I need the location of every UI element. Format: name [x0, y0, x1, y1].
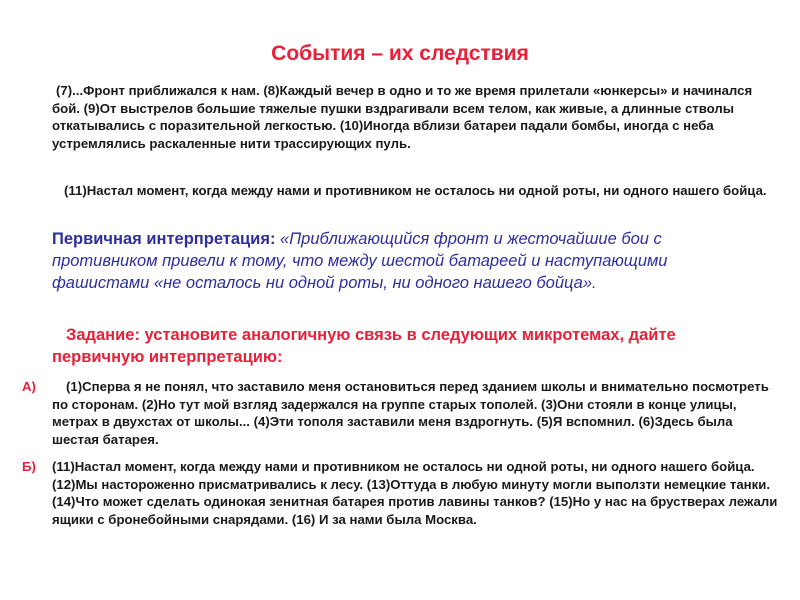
interpretation-text: «Приближающийся фронт и жесточайшие бои с противником привели к тому, что между шестой батареей и наступающими фашистами «не осталось ни одной роты, ни одного нашего бойца». — [52, 230, 668, 292]
primary-interpretation — [52, 228, 752, 294]
list-item-a — [22, 378, 782, 448]
slide-title: События – их следствия — [271, 42, 529, 65]
interpretation-label: Первичная интерпретация: — [52, 230, 276, 248]
item-marker: Б) — [22, 459, 36, 474]
task-instruction: Задание: установите аналогичную связь в следующих микротемах, дайте первичную интерпретацию: — [52, 326, 676, 366]
excerpt-paragraph-1: (7)...Фронт приближался к нам. (8)Каждый вечер в одно и то же время прилетали «юнкерсы» и начинался бой. (9)От выстрелов большие тяжелые пушки вздрагивали всем телом, как живые, а длинные стволы откатывались с поразительной легкостью. (10)Иногда вблизи батареи падали бомбы, иногда с неба устремлялись раскаленные нити трассирующих пуль. — [52, 83, 753, 151]
list-item-b — [22, 458, 782, 528]
item-marker: А) — [22, 379, 36, 394]
item-text: (1)Сперва я не понял, что заставило меня остановиться перед зданием школы и внимательно посмотреть по сторонам. (2)Но тут мой взгляд задержался на группе старых тополей. (3)Они стояли в конце улицы, метрах в двухстах от школы... (4)Эти тополя заставили меня вздрогнуть. (5)Я вспомнил. (6)Здесь была шестая батарея. — [52, 379, 769, 447]
item-text: (11)Настал момент, когда между нами и противником не осталось ни одной роты, ни одного нашего бойца. (12)Мы настороженно присматривались к лесу. (13)Оттуда в любую минуту могли выползти немецкие танки. (14)Что может сделать одинокая зенитная батарея против лавины танков? (15)Но у нас на брустверах лежали ящики с бронебойными снарядами. (16) И за нами была Москва. — [52, 459, 778, 527]
excerpt-paragraph-2: (11)Настал момент, когда между нами и противником не осталось ни одной роты, ни одного нашего бойца. — [64, 183, 767, 198]
